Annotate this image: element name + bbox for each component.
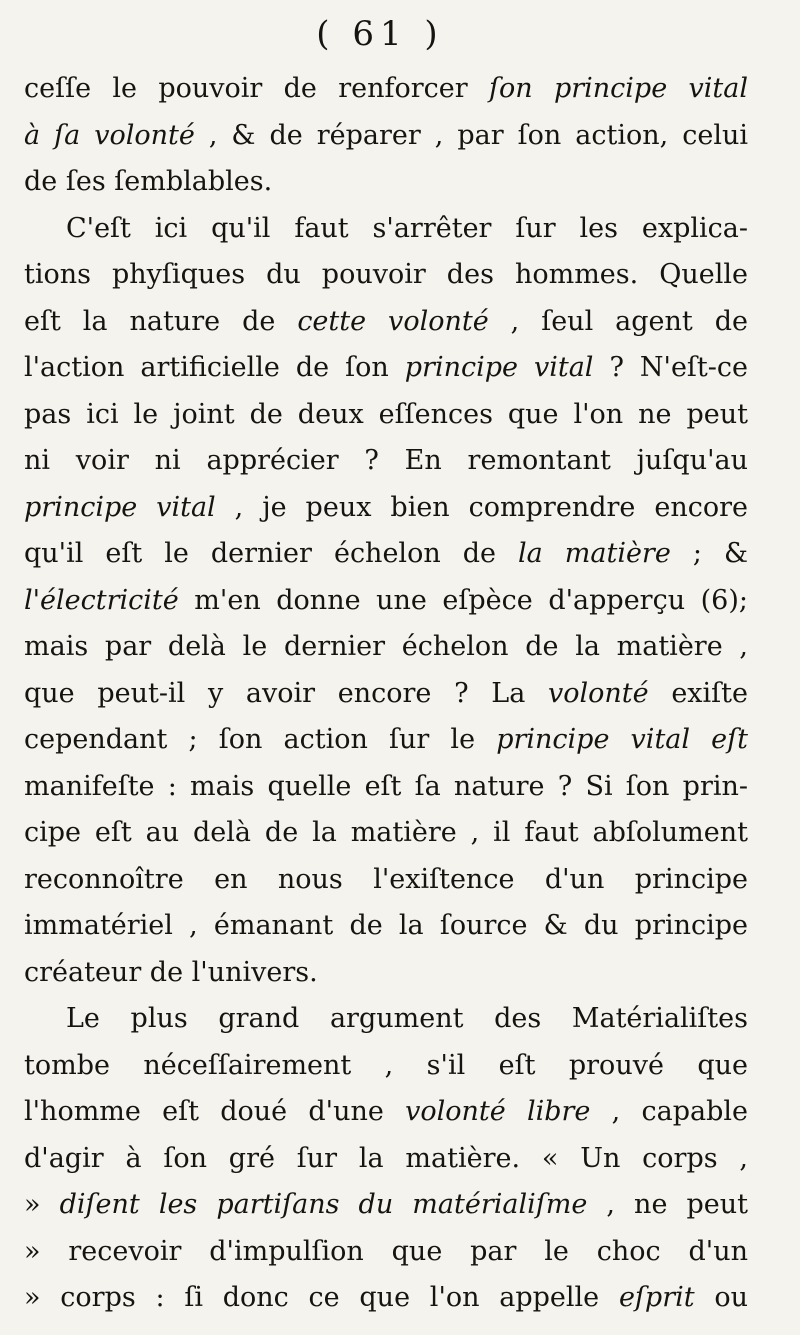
text-line bbox=[24, 717, 748, 764]
text-line bbox=[24, 438, 748, 485]
text-line bbox=[24, 66, 748, 113]
italic-text: à ſa volonté bbox=[24, 119, 195, 151]
body-text bbox=[24, 66, 748, 1322]
text-line bbox=[24, 671, 748, 718]
text-segment: ; & bbox=[670, 538, 748, 569]
text-segment: ou bbox=[694, 1282, 749, 1313]
text-line bbox=[24, 624, 748, 671]
text-segment: m'en donne une eſpèce d'apperçu (6); bbox=[178, 584, 748, 616]
text-line bbox=[24, 996, 748, 1043]
text-segment: cependant ; ſon action ſur le bbox=[24, 724, 497, 755]
text-segment: tombe néceſſairement , s'il eſt prouvé que bbox=[24, 1049, 748, 1081]
text-segment: d'agir à ſon gré ſur la matière. « Un corps , bbox=[24, 1142, 748, 1174]
italic-text: principe vital bbox=[404, 352, 594, 383]
text-segment: , je peux bien comprendre encore bbox=[215, 491, 748, 523]
text-segment: l'homme eſt doué d'une bbox=[24, 1096, 406, 1127]
text-segment: tions phyſiques du pouvoir des hommes. Quelle bbox=[24, 259, 748, 290]
text-line bbox=[24, 159, 748, 206]
text-line bbox=[24, 1229, 748, 1276]
text-segment: Le plus grand argument des Matérialiſtes bbox=[66, 1003, 748, 1034]
text-segment: , & de réparer , par ſon action, celui bbox=[194, 119, 748, 151]
text-segment: immatériel , émanant de la ſource & du principe bbox=[24, 910, 748, 941]
text-segment: manifeſte : mais quelle eſt ſa nature ? Si ſon prin- bbox=[24, 770, 748, 802]
text-line bbox=[24, 903, 748, 950]
text-segment: reconnoître en nous l'exiſtence d'un principe bbox=[24, 863, 748, 895]
text-line bbox=[24, 1043, 748, 1090]
text-line bbox=[24, 252, 748, 299]
text-line bbox=[24, 531, 748, 578]
text-segment: » corps : ſi donc ce que l'on appelle bbox=[24, 1282, 619, 1313]
text-segment: que peut-il y avoir encore ? La bbox=[24, 677, 548, 709]
text-segment: cipe eſt au delà de la matière , il faut abſolument bbox=[24, 817, 748, 848]
text-line bbox=[24, 113, 748, 160]
text-segment: eſt la nature de bbox=[24, 305, 298, 337]
text-line bbox=[24, 392, 748, 439]
text-line bbox=[24, 578, 748, 625]
text-segment: ceſſe le pouvoir de renforcer bbox=[24, 73, 489, 104]
text-segment: » bbox=[24, 1189, 60, 1220]
text-line bbox=[24, 299, 748, 346]
text-line bbox=[24, 1136, 748, 1183]
text-segment: qu'il eſt le dernier échelon de bbox=[24, 538, 519, 569]
text-line bbox=[24, 345, 748, 392]
text-line bbox=[24, 1182, 748, 1229]
italic-text: volonté bbox=[548, 677, 649, 709]
italic-text: ſon principe vital bbox=[489, 73, 748, 104]
text-line bbox=[24, 810, 748, 857]
italic-text: principe vital bbox=[24, 491, 216, 523]
italic-text: diſent les partiſans du matérialiſme bbox=[59, 1189, 588, 1220]
italic-text: la matière bbox=[518, 538, 671, 569]
italic-text: l'électricité bbox=[24, 584, 179, 616]
text-segment: » recevoir d'impulſion que par le choc d'un bbox=[24, 1235, 748, 1267]
text-segment: exiſte bbox=[648, 677, 748, 709]
page-number: ( 61 ) bbox=[316, 14, 444, 54]
text-line bbox=[24, 206, 748, 253]
text-segment: C'eſt ici qu'il faut s'arrêter ſur les explica- bbox=[66, 212, 748, 244]
text-line bbox=[24, 1089, 748, 1136]
text-segment: ? N'eſt-ce bbox=[593, 352, 748, 383]
text-segment: mais par delà le dernier échelon de la matière , bbox=[24, 631, 748, 662]
text-segment: , capable bbox=[590, 1096, 748, 1127]
text-line bbox=[24, 485, 748, 532]
text-line bbox=[24, 950, 748, 997]
text-segment: créateur de l'univers. bbox=[24, 956, 318, 988]
italic-text: volonté libre bbox=[405, 1096, 591, 1127]
text-line bbox=[24, 764, 748, 811]
text-segment: l'action artificielle de ſon bbox=[24, 352, 405, 383]
text-segment: , ne peut bbox=[587, 1189, 748, 1220]
text-line bbox=[24, 1275, 748, 1322]
text-segment: ni voir ni apprécier ? En remontant juſqu'au bbox=[24, 445, 748, 476]
italic-text: cette volonté bbox=[297, 305, 489, 337]
text-segment: de ſes ſemblables. bbox=[24, 166, 273, 197]
italic-text: eſprit bbox=[618, 1282, 695, 1313]
italic-text: principe vital eſt bbox=[496, 724, 748, 755]
text-segment: , ſeul agent de bbox=[488, 305, 748, 337]
text-segment: pas ici le joint de deux eſſences que l'on ne peut bbox=[24, 398, 748, 430]
text-line bbox=[24, 857, 748, 904]
